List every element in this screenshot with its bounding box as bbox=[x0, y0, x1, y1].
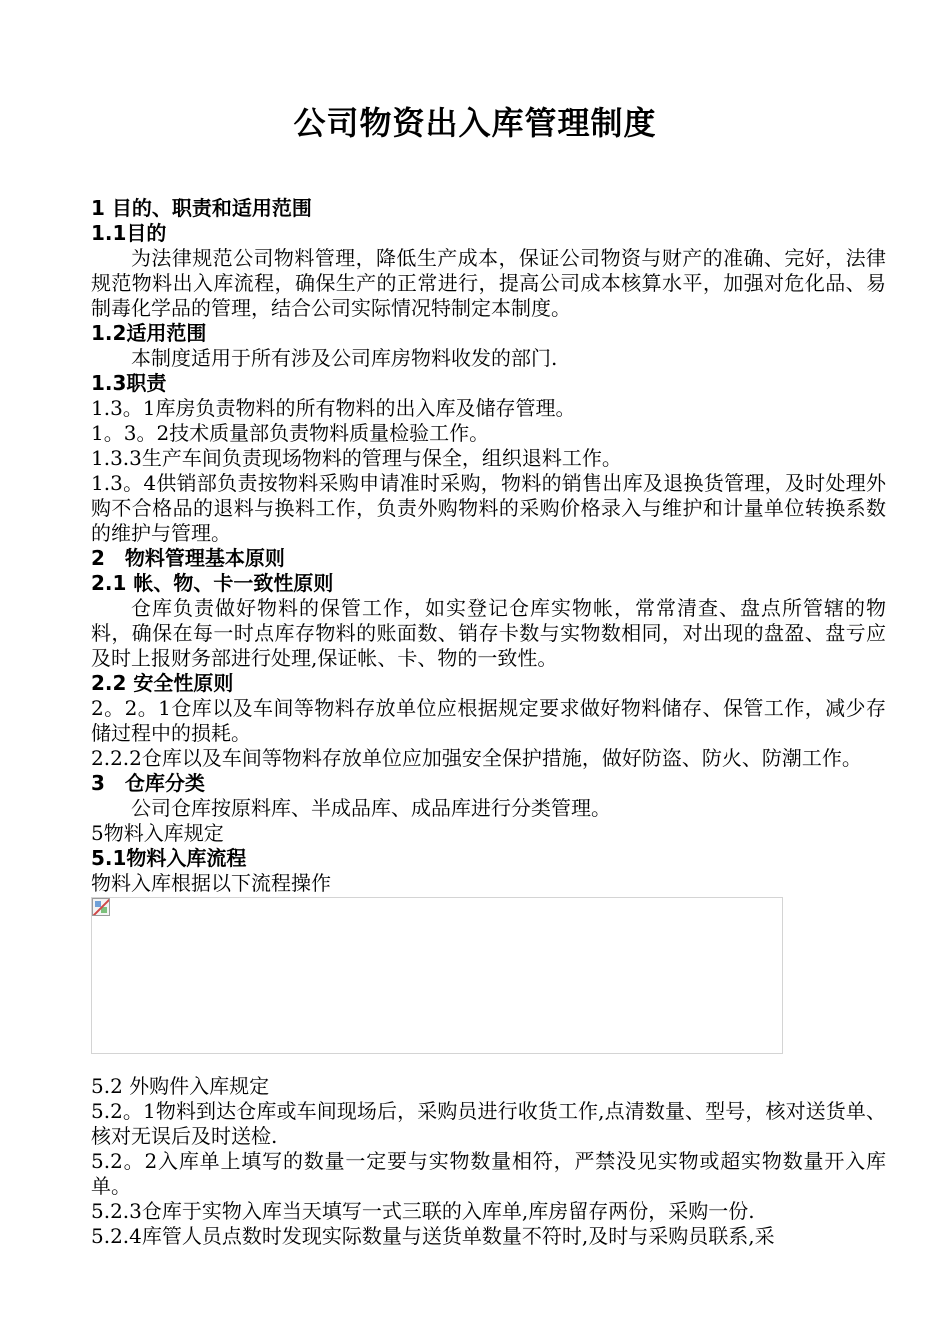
section-2-2-item: 2.2.2仓库以及车间等物料存放单位应加强安全保护措施，做好防盗、防火、防潮工作。 bbox=[91, 746, 862, 770]
section-1-heading: 1 目的、职责和适用范围 bbox=[91, 196, 312, 220]
section-1-3-item: 1.3。4供销部负责按物料采购申请准时采购，物料的销售出库及退换货管理，及时处理外购不合格品的退料与换料工作，负责外购物料的采购价格录入与维护和计量单位转换系数的维护与管理。 bbox=[91, 471, 886, 545]
document-body bbox=[91, 196, 886, 1249]
section-5-1-text: 物料入库根据以下流程操作 bbox=[91, 871, 331, 895]
section-1-1-text: 为法律规范公司物料管理，降低生产成本，保证公司物资与财产的准确、完好，法律规范物料出入库流程，确保生产的正常进行，提高公司成本核算水平，加强对危化品、易制毒化学品的管理，结合公司实际情况特制定本制度。 bbox=[91, 246, 886, 320]
broken-image-icon bbox=[92, 898, 110, 916]
document-title: 公司物资出入库管理制度 bbox=[293, 104, 657, 142]
section-5-1-heading: 5.1物料入库流程 bbox=[91, 846, 247, 870]
section-5-2-item: 5.2。1物料到达仓库或车间现场后，采购员进行收货工作,点清数量、型号，核对送货单、核对无误后及时送检. bbox=[91, 1099, 886, 1148]
section-1-3-item: 1.3。1库房负责物料的所有物料的出入库及储存管理。 bbox=[91, 396, 576, 420]
section-1-3-item: 1.3.3生产车间负责现场物料的管理与保全，组织退料工作。 bbox=[91, 446, 622, 470]
section-1-3-heading: 1.3职责 bbox=[91, 371, 167, 395]
section-2-heading: 2 物料管理基本原则 bbox=[91, 546, 285, 570]
section-3-text: 公司仓库按原料库、半成品库、成品库进行分类管理。 bbox=[131, 796, 611, 820]
section-1-2-text: 本制度适用于所有涉及公司库房物料收发的部门. bbox=[131, 346, 558, 370]
section-1-1-heading: 1.1目的 bbox=[91, 221, 167, 245]
section-5-2-item: 5.2.3仓库于实物入库当天填写一式三联的入库单,库房留存两份，采购一份. bbox=[91, 1199, 755, 1223]
section-2-1-text: 仓库负责做好物料的保管工作，如实登记仓库实物帐，常常清查、盘点所管辖的物料，确保在每一时点库存物料的账面数、销存卡数与实物数相同，对出现的盘盈、盘亏应及时上报财务部进行处理,保证帐、卡、物的一致性。 bbox=[91, 596, 886, 670]
section-3-heading: 3 仓库分类 bbox=[91, 771, 205, 795]
section-1-2-heading: 1.2适用范围 bbox=[91, 321, 207, 345]
flowchart-image-placeholder bbox=[91, 897, 783, 1054]
section-2-2-item: 2。2。1仓库以及车间等物料存放单位应根据规定要求做好物料储存、保管工作，减少存储过程中的损耗。 bbox=[91, 696, 886, 745]
section-2-2-heading: 2.2 安全性原则 bbox=[91, 671, 234, 695]
section-5-2-item: 5.2。2入库单上填写的数量一定要与实物数量相符，严禁没见实物或超实物数量开入库单。 bbox=[91, 1149, 886, 1198]
section-5-2-item: 5.2.4库管人员点数时发现实际数量与送货单数量不符时,及时与采购员联系,采 bbox=[91, 1224, 775, 1248]
section-5-heading: 5物料入库规定 bbox=[91, 821, 224, 845]
section-1-3-item: 1。3。2技术质量部负责物料质量检验工作。 bbox=[91, 421, 490, 445]
section-2-1-heading: 2.1 帐、物、卡一致性原则 bbox=[91, 571, 334, 595]
section-5-2-heading: 5.2 外购件入库规定 bbox=[91, 1074, 270, 1098]
